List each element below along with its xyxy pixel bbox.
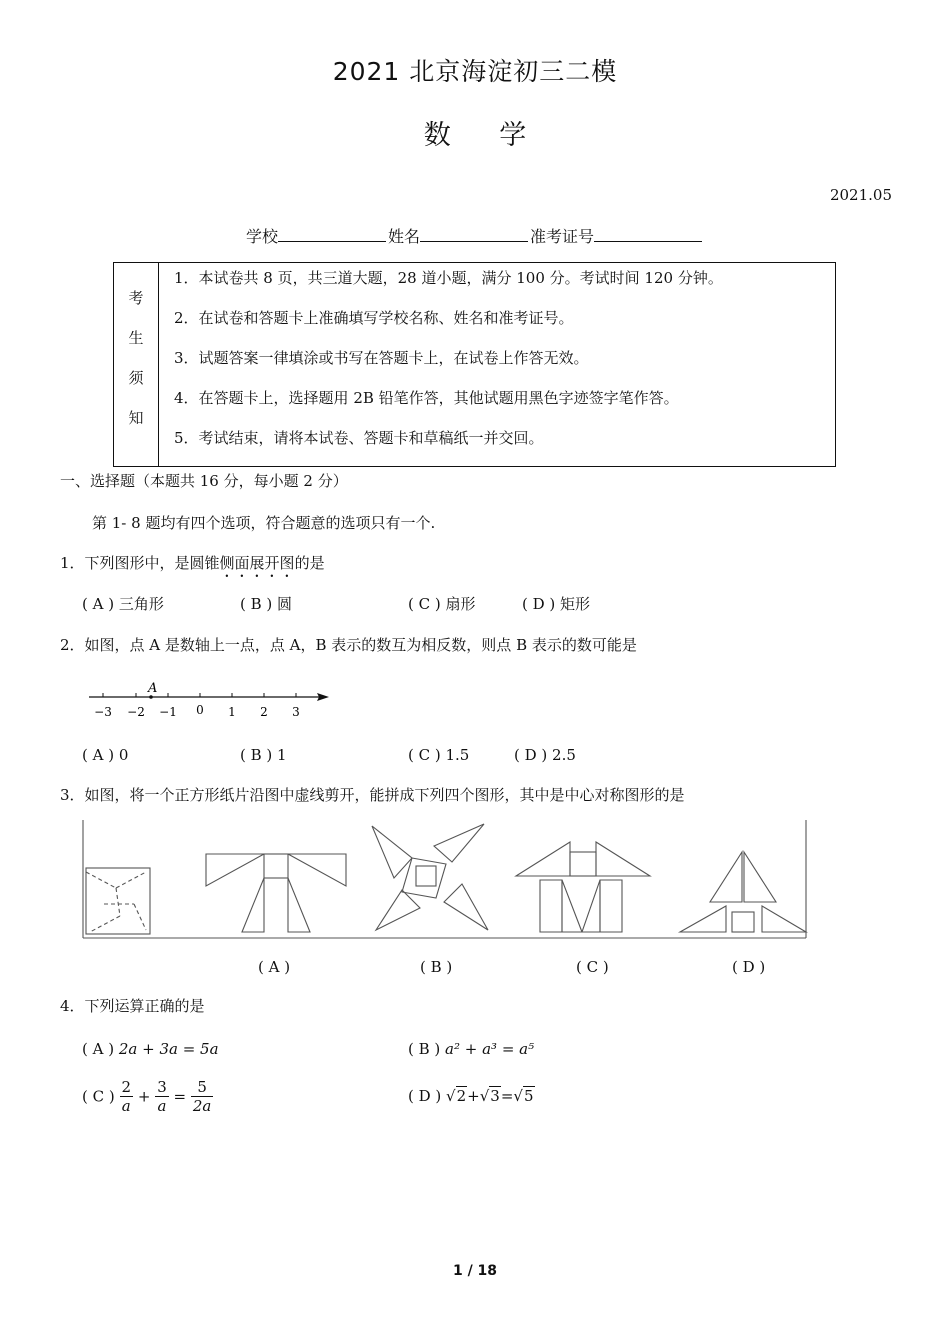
q1-stem: 1．下列图形中，是圆锥侧面展开图的是 [60, 554, 325, 572]
fraction: $\frac{2}{a}$ [121, 1078, 132, 1115]
notice-box [113, 262, 836, 467]
tick-label: −2 [127, 705, 145, 719]
number-line-figure [85, 676, 335, 724]
side-char: 知 [128, 409, 144, 427]
q4-b-expression: a² + a³ = a⁵ [445, 1040, 535, 1058]
figure-a [206, 854, 346, 932]
tick-label: −3 [94, 705, 112, 719]
radicand: 5 [523, 1087, 534, 1105]
notice-item: 4．在答题卡上，选择题用 2B 铅笔作答，其他试题用黑色字迹签字笔作答。 [174, 389, 679, 407]
q2-option-a: ( A ) 0 [82, 746, 129, 764]
side-char: 须 [128, 369, 144, 387]
notice-item: 5．考试结束，请将本试卷、答题卡和草稿纸一并交回。 [174, 429, 544, 447]
section-instruction: 第 1- 8 题均有四个选项，符合题意的选项只有一个. [92, 514, 436, 532]
q4-option-a: ( A ) 2a + 3a = 5a [82, 1040, 219, 1058]
q3-figures [82, 820, 808, 940]
exam-title: 2021 北京海淀初三二模 [332, 57, 618, 86]
fraction: $\frac{5}{2a}$ [192, 1078, 212, 1115]
exam-date: 2021.05 [829, 186, 892, 204]
side-char: 考 [128, 289, 144, 307]
q4-option-d: ( D ) √2+√3=√5 [408, 1087, 534, 1105]
tick-label: 2 [260, 705, 268, 719]
q1-option-b: ( B ) 圆 [240, 595, 293, 613]
school-blank [278, 227, 386, 242]
original-square-figure [86, 868, 150, 934]
figure-b [372, 824, 488, 930]
notice-items [174, 267, 827, 467]
page-number: 1 / 18 [452, 1263, 498, 1279]
tick-label: 3 [292, 705, 300, 719]
radicand: 2 [456, 1087, 467, 1105]
name-blank [420, 227, 528, 242]
q1-option-a: ( A ) 三角形 [82, 595, 164, 613]
point-a-label: A [148, 681, 158, 696]
tick-label: 0 [196, 703, 204, 717]
q3-label-d: ( D ) [732, 958, 766, 976]
figure-c [516, 842, 650, 932]
notice-side-label [114, 263, 159, 466]
q4-a-expression: 2a + 3a = 5a [118, 1040, 219, 1058]
q1-option-c: ( C ) 扇形 [408, 595, 476, 613]
q3-stem: 3．如图，将一个正方形纸片沿图中虚线剪开，能拼成下列四个图形，其中是中心对称图形的是 [60, 786, 685, 804]
q2-option-c: ( C ) 1.5 [408, 746, 470, 764]
tick-label: 1 [228, 705, 236, 719]
notice-item: 3．试题答案一律填涂或书写在答题卡上，在试卷上作答无效。 [174, 349, 589, 367]
q4-option-b: ( B ) a² + a³ = a⁵ [408, 1040, 535, 1058]
q2-option-b: ( B ) 1 [240, 746, 287, 764]
subject-title: 数 学 [423, 120, 527, 151]
q2-stem: 2．如图，点 A 是数轴上一点，点 A，B 表示的数互为相反数，则点 B 表示的数可能是 [60, 636, 637, 654]
section-heading: 一、选择题（本题共 16 分，每小题 2 分） [60, 472, 348, 490]
q4-stem: 4．下列运算正确的是 [60, 997, 205, 1015]
q4-option-c: ( C ) $\frac{2}{a}$ + $\frac{3}{a}$ = $\frac{5}{2a}$ [82, 1078, 212, 1115]
q3-label-c: ( C ) [576, 958, 609, 976]
radicand: 3 [490, 1087, 500, 1105]
q3-label-a: ( A ) [258, 958, 291, 976]
side-char: 生 [128, 329, 144, 347]
notice-item: 1．本试卷共 8 页，共三道大题，28 道小题，满分 100 分。考试时间 120 分钟。 [174, 269, 723, 287]
exam-id-blank [594, 227, 702, 242]
q1-emphasis: 侧面展开图 [219, 554, 295, 572]
tick-label: −1 [159, 705, 177, 719]
student-info-fields [0, 224, 950, 247]
fraction: $\frac{3}{a}$ [157, 1078, 167, 1115]
notice-item: 2．在试卷和答题卡上准确填写学校名称、姓名和准考证号。 [174, 309, 574, 327]
q3-label-b: ( B ) [420, 958, 453, 976]
q2-option-d: ( D ) 2.5 [514, 746, 576, 764]
name-label: 姓名 [387, 227, 420, 246]
school-label: 学校 [245, 227, 278, 246]
q1-option-d: ( D ) 矩形 [522, 595, 591, 613]
exam-id-label: 准考证号 [530, 227, 595, 246]
figure-d [680, 852, 806, 932]
